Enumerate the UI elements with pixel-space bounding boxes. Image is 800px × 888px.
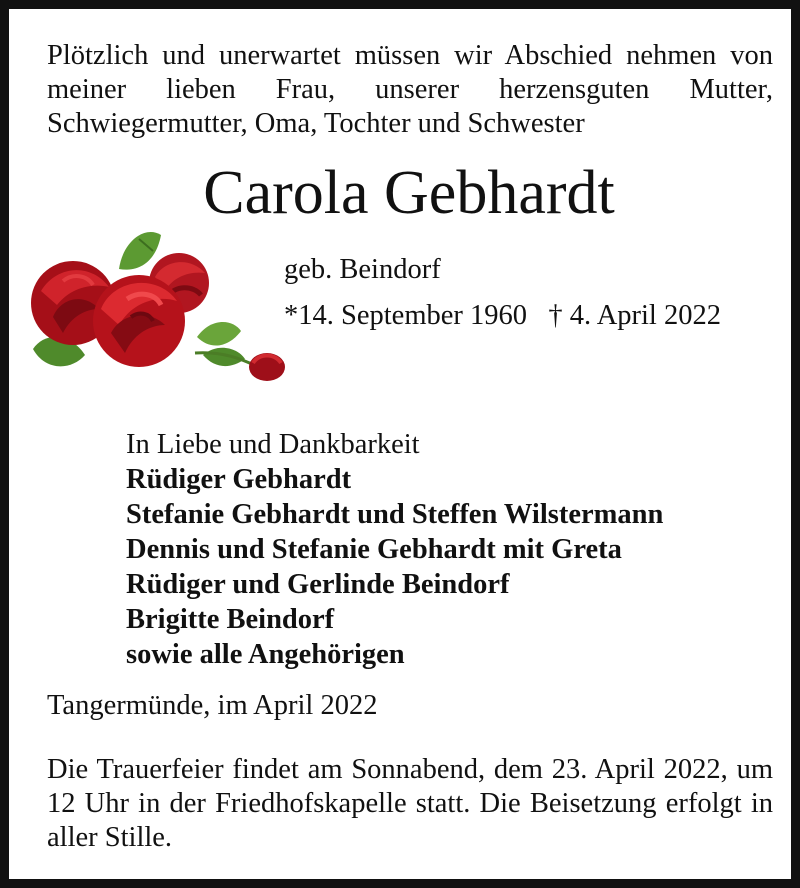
mourner-name: Stefanie Gebhardt und Steffen Wilstermann <box>126 499 664 530</box>
rose-leaf <box>203 348 245 366</box>
mourners-lead: In Liebe und Dankbarkeit <box>126 429 420 460</box>
mourners-block <box>126 427 663 672</box>
place-date: Tangermünde, im April 2022 <box>47 690 378 721</box>
intro-text: Plötzlich und unerwartet müssen wir Abschied nehmen von meiner lieben Frau, unserer herzensguten Mutter, Schwiegermutter, Oma, Tochter und Schwester <box>47 40 773 139</box>
service-info: Die Trauerfeier findet am Sonnabend, dem 23. April 2022, um 12 Uhr in der Friedhofskapelle statt. Die Beisetzung erfolgt in aller Stille. <box>47 754 773 853</box>
mourner-name: Dennis und Stefanie Gebhardt mit Greta <box>126 534 622 565</box>
mourner-name: Rüdiger und Gerlinde Beindorf <box>126 569 510 600</box>
deceased-name: Carola Gebhardt <box>203 159 615 227</box>
mourner-name: Rüdiger Gebhardt <box>126 464 352 495</box>
rose-leaf <box>197 322 241 346</box>
mourner-name: sowie alle Angehörigen <box>126 639 405 670</box>
life-dates <box>284 299 721 333</box>
death-date: † 4. April 2022 <box>548 300 721 331</box>
birth-date: *14. September 1960 <box>284 300 528 331</box>
roses-image <box>27 221 289 391</box>
maiden-name: geb. Beindorf <box>284 254 441 285</box>
mourner-name: Brigitte Beindorf <box>126 604 335 635</box>
rose-leaf <box>119 232 161 270</box>
